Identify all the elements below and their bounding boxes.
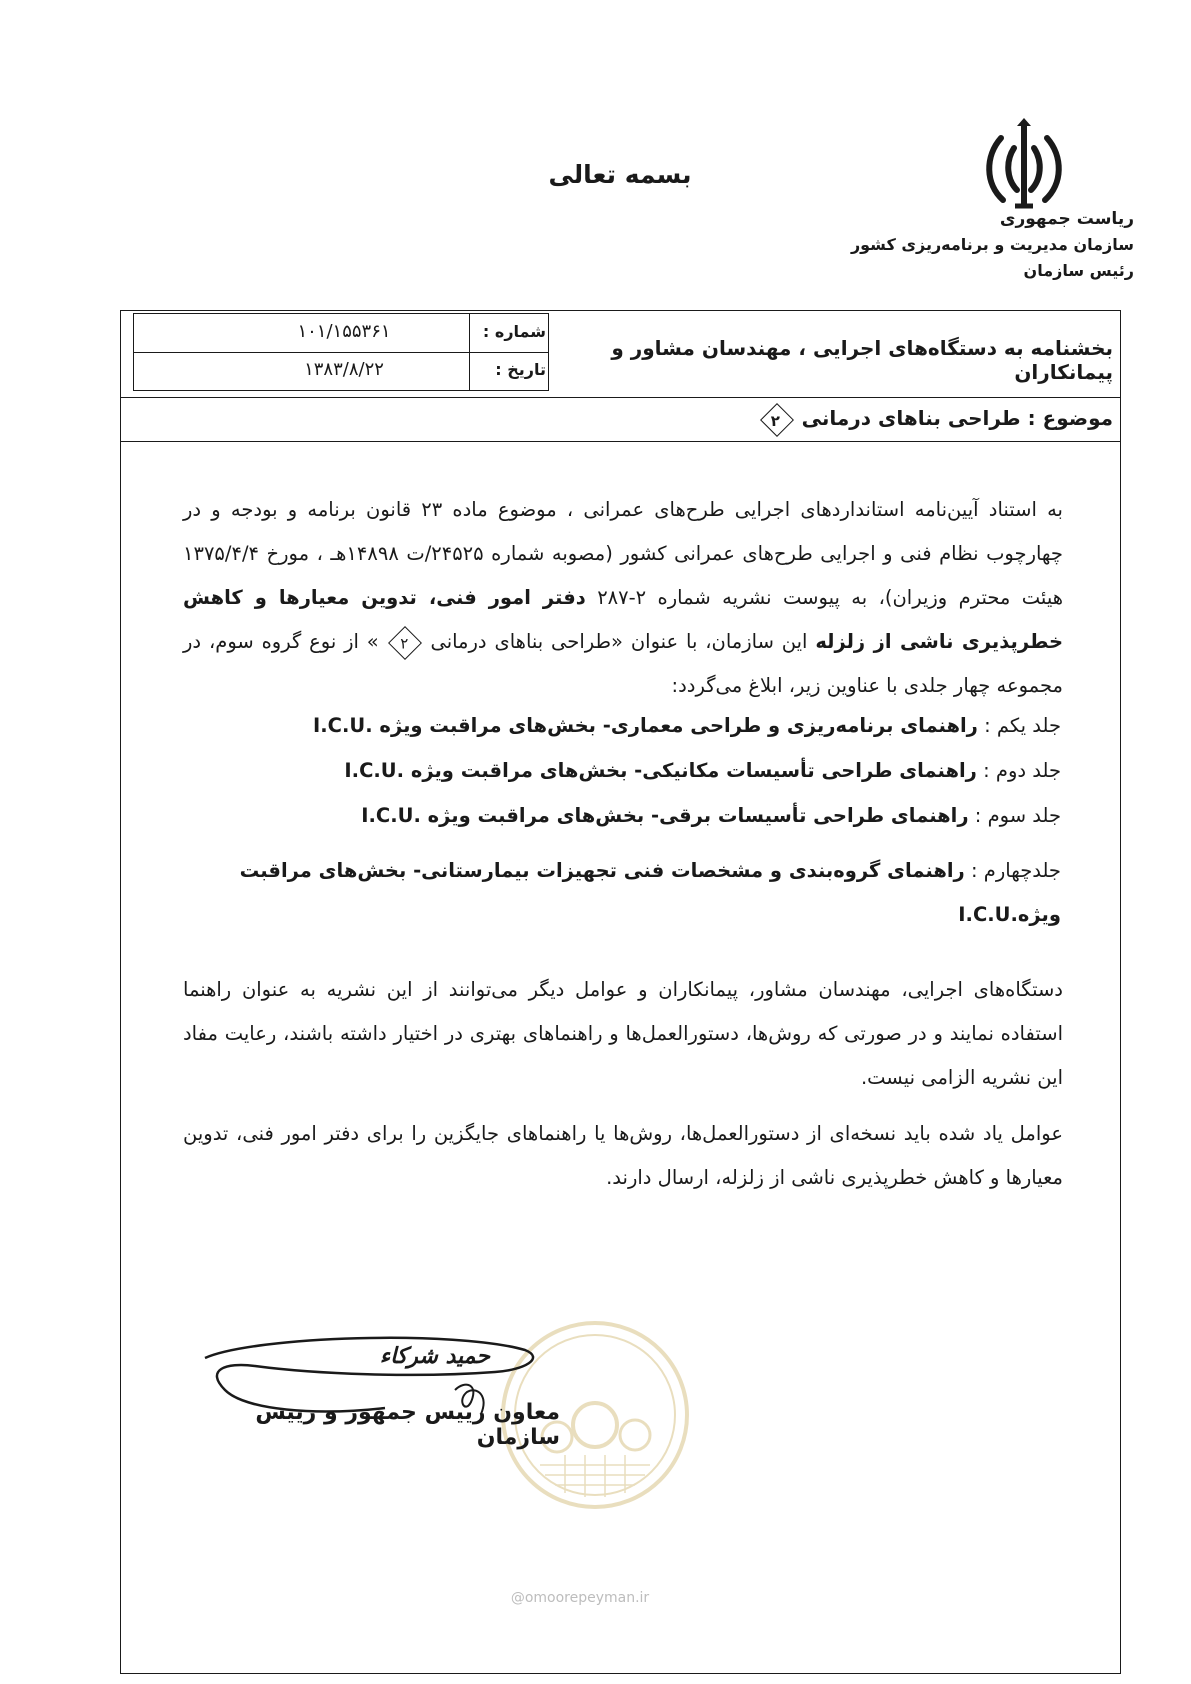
volume-item-4: جلدچهارم : راهنمای گروه‌بندی و مشخصات فنی تجهیزات بیمارستانی- بخش‌های مراقبت ویژه.I.C.U: [239, 859, 1061, 926]
bismillah-heading: بسمه تعالی: [548, 160, 692, 189]
org-line-presidency: ریاست جمهوری: [999, 209, 1134, 229]
volume-item-1: جلد یکم : راهنمای برنامه‌ریزی و طراحی معماری- بخش‌های مراقبت ویژه .I.C.U: [313, 714, 1061, 737]
subject-text: موضوع : طراحی بناهای درمانی: [801, 406, 1113, 430]
addressee-line: بخشنامه به دستگاه‌های اجرایی ، مهندسان مشاور و پیمانکاران: [611, 336, 1113, 384]
signatory-title: معاون رییس جمهور و رییس سازمان: [255, 1400, 560, 1450]
body-text-office: دفتر امور فنی، تدوین معیارها و کاهش خطرپذیری ناشی از زلزله: [183, 586, 1064, 653]
paragraph-2-text: دستگاه‌های اجرایی، مهندسان مشاور، پیمانکاران و عوامل دیگر می‌توانند از این نشریه به عنوان راهنما استفاده نمایند و در صورتی که روش‌ها، دستورالعمل‌ها و راهنماهای بهتری در اختیار داشته باشند، رعایت مفاد این نشریه الزامی نیست.: [183, 978, 1063, 1089]
body-text-d: » از نوع گروه سوم، در مجموعه چهار جلدی با عناوین زیر، ابلاغ می‌گردد:: [183, 630, 1063, 697]
volume-item-3: جلد سوم : راهنمای طراحی تأسیسات برقی- بخش‌های مراقبت ویژه .I.C.U: [361, 804, 1061, 827]
watermark-text: @omoorepeyman.ir: [510, 1590, 650, 1606]
subject-line: [513, 406, 1113, 432]
date-value: ۱۳۸۳/۸/۲۲: [304, 359, 384, 380]
org-line-organization: سازمان مدیریت و برنامه‌ریزی کشور: [850, 235, 1134, 254]
body-text-c: این سازمان، با عنوان «طراحی بناهای درمانی: [430, 630, 808, 653]
body-paragraph-2: [183, 968, 1063, 1100]
volume-badge: ۲: [760, 403, 794, 437]
body-text-a: به استناد آیین‌نامه استانداردهای اجرایی طرح‌های عمرانی ، موضوع ماده ۲۳ قانون برنامه و بودجه و در چهارچوب نظام فنی و اجرایی طرح‌های عمرانی کشور (مصوبه شماره ۲۴۵۲۵/ت ۱۴۸۹۸هـ ، مورخ ۱۳۷۵/۴/۴ هیئت محترم وزیران)، به پیوست نشریه شماره ۲-۲۸۷: [183, 498, 1063, 609]
org-line-head: رئیس سازمان: [1023, 261, 1134, 280]
volume-item-2: جلد دوم : راهنمای طراحی تأسیسات مکانیکی- بخش‌های مراقبت ویژه .I.C.U: [344, 759, 1061, 782]
number-value: ۱۰۱/۱۵۵۳۶۱: [297, 321, 391, 342]
signatory-name: حمید شرکاء: [379, 1344, 490, 1369]
date-label: تاریخ :: [495, 360, 546, 379]
body-paragraph-1: [183, 488, 1063, 708]
body-paragraph-3: [183, 1112, 1063, 1200]
iran-emblem-icon: [979, 118, 1069, 218]
inline-volume-badge: ۲: [388, 626, 422, 660]
organization-block: [834, 206, 1134, 284]
number-label: شماره :: [482, 322, 546, 341]
paragraph-3-text: عوامل یاد شده باید نسخه‌ای از دستورالعمل‌ها، روش‌ها یا راهنماهای جایگزین را برای دفتر امور فنی، تدوین معیارها و کاهش خطرپذیری ناشی از زلزله، ارسال دارند.: [183, 1122, 1063, 1189]
reference-box: [133, 313, 549, 391]
